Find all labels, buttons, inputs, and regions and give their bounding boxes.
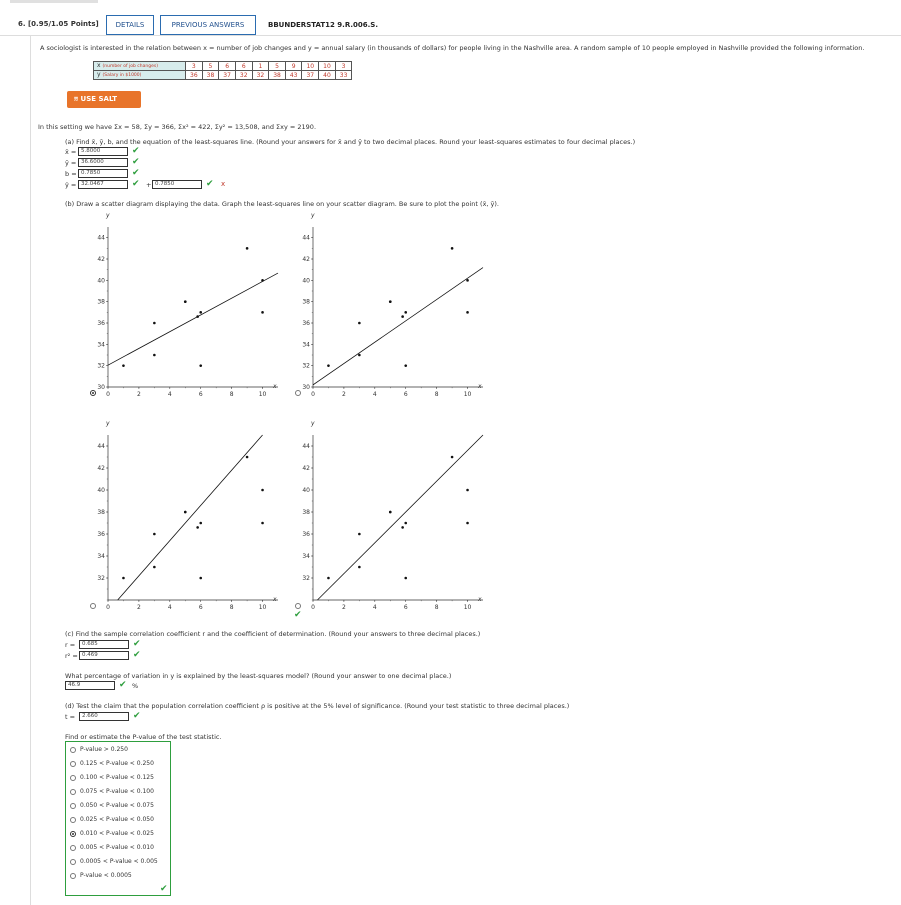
y-cell: 36 [186, 71, 203, 80]
y-tick-label: 40 [302, 487, 310, 494]
option-label: 0.125 < P-value < 0.250 [80, 760, 154, 767]
part-d-prompt: (d) Test the claim that the population correlation coefficient ρ is positive at the 5% level of significance. (Round your test statistic to three decimal places.) [65, 702, 570, 710]
y-tick-label: 44 [302, 443, 310, 450]
y-tick-label: 42 [302, 256, 310, 263]
r-label: r = [65, 641, 76, 649]
x-tick-label: 0 [311, 391, 315, 398]
chart-option-radio-3[interactable] [90, 603, 96, 609]
x-tick-label: 4 [372, 604, 377, 611]
radio[interactable] [70, 873, 76, 879]
intro-text: A sociologist is interested in the relation between x = number of job changes and y = annual salary (in thousands of dollars) for people living in the Nashville area. A random sample of 10 people employed in Nashville provided the following information. [40, 44, 865, 52]
x-sub: (number of job changes) [102, 64, 158, 69]
x-tick-label: 2 [341, 391, 346, 398]
option-label: 0.010 < P-value < 0.025 [80, 830, 154, 837]
y-axis-label: y [106, 420, 110, 427]
x-axis-label: x [478, 596, 482, 603]
x-tick-label: 2 [341, 604, 346, 611]
y-tick-label: 36 [97, 531, 105, 538]
data-point [389, 511, 392, 514]
y-tick-label: 32 [302, 575, 310, 582]
y-tick-label: 40 [97, 487, 105, 494]
y-tick-label: 42 [97, 465, 105, 472]
check-icon: ✔ [132, 146, 140, 156]
regression-line [118, 435, 263, 600]
x-axis-label: x [273, 383, 277, 390]
y-tick-label: 38 [302, 298, 310, 306]
data-point [122, 577, 125, 580]
x-cell: 6 [219, 62, 236, 71]
use-salt-label: USE SALT [80, 95, 118, 103]
y-tick-label: 34 [302, 553, 310, 560]
y-tick-label: 38 [97, 509, 105, 516]
x-tick-label: 2 [136, 391, 141, 398]
check-icon: ✔ [133, 650, 141, 660]
question-number-text: 6. [18, 20, 26, 28]
x-tick-label: 6 [403, 604, 408, 611]
data-point [261, 522, 264, 525]
data-point [246, 456, 249, 459]
x-symbol: x [97, 62, 101, 69]
radio[interactable] [70, 775, 76, 781]
data-point [327, 364, 330, 367]
y-tick-label: 34 [302, 341, 310, 349]
ybar-label: ȳ = [65, 159, 77, 167]
chart-option-radio-4[interactable] [295, 603, 301, 609]
check-icon: ✔ [294, 610, 302, 620]
x-tick-label: 10 [463, 391, 472, 398]
data-point [451, 456, 454, 459]
data-point [401, 526, 404, 529]
chart-option-radio-1[interactable] [90, 390, 96, 396]
pct-input[interactable]: 46.9 [65, 681, 115, 690]
data-point [327, 577, 330, 580]
data-point [153, 322, 156, 325]
check-icon: ✔ [133, 639, 141, 649]
y-cell: 38 [269, 71, 286, 80]
radio[interactable] [70, 845, 76, 851]
x-cell: 10 [319, 62, 336, 71]
pct-unit: % [132, 682, 139, 690]
y-tick-label: 36 [97, 320, 105, 327]
check-icon: ✔ [119, 680, 127, 690]
option-label: P-value < 0.0005 [80, 872, 132, 879]
yhat-intercept-input[interactable]: 32.0467 [78, 180, 128, 189]
data-point [404, 577, 407, 580]
x-variable: x [221, 180, 226, 188]
data-point [466, 279, 469, 282]
y-tick-label: 38 [97, 298, 105, 306]
data-point [404, 311, 407, 314]
y-tick-label: 44 [302, 234, 310, 242]
data-point [466, 311, 469, 314]
ybar-input[interactable]: 36.6000 [78, 158, 128, 167]
x-tick-label: 4 [167, 604, 172, 611]
pvalue-prompt: Find or estimate the P-value of the test statistic. [65, 733, 222, 741]
r2-input[interactable]: 0.469 [79, 651, 129, 660]
y-tick-label: 40 [302, 277, 310, 285]
data-point [466, 522, 469, 525]
x-tick-label: 0 [106, 391, 110, 398]
part-b-prompt: (b) Draw a scatter diagram displaying the data. Graph the least-squares line on your scatter diagram. Be sure to plot the point (x̄, ȳ). [65, 200, 499, 208]
data-point [246, 247, 249, 250]
previous-answers-button[interactable]: PREVIOUS ANSWERS [160, 15, 256, 35]
check-icon: ✔ [132, 179, 140, 189]
data-point [196, 315, 199, 318]
y-axis-label: y [311, 212, 315, 219]
data-point [153, 566, 156, 569]
y-cell: 33 [335, 71, 352, 80]
x-cell: 9 [285, 62, 302, 71]
x-cell: 3 [335, 62, 352, 71]
check-icon: ✔ [133, 711, 141, 721]
x-cell: 5 [202, 62, 219, 71]
t-input[interactable]: 2.660 [79, 712, 129, 721]
plus-sign: + [146, 181, 152, 189]
radio-selected[interactable] [70, 831, 76, 837]
data-point [451, 247, 454, 250]
data-point [261, 279, 264, 282]
check-icon: ✔ [132, 168, 140, 178]
r-input[interactable]: 0.685 [79, 640, 129, 649]
y-tick-label: 44 [97, 234, 105, 242]
r2-label: r² = [65, 652, 78, 660]
y-axis-label: y [311, 420, 315, 427]
data-point [404, 522, 407, 525]
x-cell: 10 [302, 62, 319, 71]
pct-prompt: What percentage of variation in y is explained by the least-squares model? (Round your answer to one decimal place.) [65, 672, 452, 680]
x-tick-label: 6 [403, 391, 408, 398]
part-c-prompt: (c) Find the sample correlation coefficient r and the coefficient of determination. (Round your answers to three decimal places.) [65, 630, 481, 638]
regression-line [108, 273, 278, 365]
y-sub: (Salary in $1000) [102, 73, 142, 78]
regression-line [317, 435, 483, 600]
data-point [389, 300, 392, 303]
radio[interactable] [70, 817, 76, 823]
y-tick-label: 34 [97, 341, 105, 349]
xbar-input[interactable]: 5.8000 [78, 147, 128, 156]
data-point [261, 489, 264, 492]
x-cell: 1 [252, 62, 269, 71]
option-label: 0.025 < P-value < 0.050 [80, 816, 154, 823]
x-tick-label: 0 [106, 604, 110, 611]
radio[interactable] [70, 761, 76, 767]
data-point [261, 311, 264, 314]
x-tick-label: 10 [258, 604, 267, 611]
data-point [199, 522, 202, 525]
data-point [404, 364, 407, 367]
sums-text: In this setting we have Σx = 58, Σy = 366, Σx² = 422, Σy² = 13,508, and Σxy = 2190. [38, 123, 317, 131]
data-point [153, 354, 156, 357]
x-tick-label: 4 [167, 391, 172, 398]
xbar-label: x̄ = [65, 148, 77, 156]
y-cell: 32 [252, 71, 269, 80]
x-axis-label: x [273, 596, 277, 603]
option-label: 0.0005 < P-value < 0.005 [80, 858, 158, 865]
y-tick-label: 30 [302, 384, 310, 391]
y-tick-label: 34 [97, 553, 105, 560]
y-tick-label: 32 [97, 362, 105, 370]
y-cell: 37 [219, 71, 236, 80]
yhat-slope-input[interactable]: 0.7850 [152, 180, 202, 189]
radio[interactable] [70, 803, 76, 809]
data-point [196, 526, 199, 529]
option-label: P-value > 0.250 [80, 746, 128, 753]
data-point [184, 511, 187, 514]
salt-icon: ⩳ [74, 95, 79, 103]
question-code: BBUNDERSTAT12 9.R.006.S. [268, 21, 378, 29]
y-cell: 38 [202, 71, 219, 80]
y-cell: 43 [285, 71, 302, 80]
x-cell: 6 [235, 62, 252, 71]
x-tick-label: 8 [434, 391, 439, 398]
x-tick-label: 6 [198, 391, 203, 398]
x-cell: 5 [269, 62, 286, 71]
y-tick-label: 36 [302, 320, 310, 327]
data-point [466, 489, 469, 492]
b-label: b = [65, 170, 77, 178]
y-tick-label: 36 [302, 531, 310, 538]
option-label: 0.005 < P-value < 0.010 [80, 844, 154, 851]
t-label: t = [65, 713, 76, 721]
data-point [401, 315, 404, 318]
y-tick-label: 30 [97, 384, 105, 391]
option-label: 0.075 < P-value < 0.100 [80, 788, 154, 795]
data-point [122, 364, 125, 367]
y-cell: 40 [319, 71, 336, 80]
data-point [199, 311, 202, 314]
regression-line [313, 268, 483, 385]
x-tick-label: 2 [136, 604, 141, 611]
check-icon: ✔ [160, 884, 168, 894]
y-cell: 32 [235, 71, 252, 80]
x-tick-label: 6 [198, 604, 203, 611]
option-label: 0.050 < P-value < 0.075 [80, 802, 154, 809]
data-point [358, 322, 361, 325]
radio[interactable] [70, 859, 76, 865]
radio[interactable] [70, 747, 76, 753]
data-point [358, 533, 361, 536]
x-tick-label: 8 [434, 604, 439, 611]
question-points: [0.95/1.05 Points] [27, 20, 99, 28]
x-axis-label: x [478, 383, 482, 390]
part-a-prompt: (a) Find x̄, ȳ, b, and the equation of the least-squares line. (Round your answers for x̄ and ȳ to two decimal places. Round your least-squares estimates to four decimal places.) [65, 138, 636, 146]
data-point [199, 577, 202, 580]
check-icon: ✔ [132, 157, 140, 167]
b-input[interactable]: 0.7850 [78, 169, 128, 178]
data-point [199, 364, 202, 367]
chart-option-radio-2[interactable] [295, 390, 301, 396]
y-tick-label: 38 [302, 509, 310, 516]
data-point [153, 533, 156, 536]
details-button[interactable]: DETAILS [106, 15, 154, 35]
y-tick-label: 40 [97, 277, 105, 285]
data-point [358, 566, 361, 569]
x-cell: 3 [186, 62, 203, 71]
y-axis-label: y [106, 212, 110, 219]
x-tick-label: 0 [311, 604, 315, 611]
x-tick-label: 4 [372, 391, 377, 398]
option-label: 0.100 < P-value < 0.125 [80, 774, 154, 781]
y-tick-label: 42 [302, 465, 310, 472]
pvalue-options [65, 741, 171, 896]
check-icon: ✔ [206, 179, 214, 189]
y-cell: 37 [302, 71, 319, 80]
radio[interactable] [70, 789, 76, 795]
x-tick-label: 8 [229, 604, 234, 611]
data-point [358, 354, 361, 357]
yhat-label: ŷ = [65, 181, 77, 189]
y-symbol: y [97, 71, 101, 78]
y-tick-label: 32 [302, 362, 310, 370]
data-point [184, 300, 187, 303]
x-tick-label: 8 [229, 391, 234, 398]
y-tick-label: 44 [97, 443, 105, 450]
y-tick-label: 32 [97, 575, 105, 582]
x-tick-label: 10 [463, 604, 472, 611]
x-tick-label: 10 [258, 391, 267, 398]
y-tick-label: 42 [97, 256, 105, 263]
